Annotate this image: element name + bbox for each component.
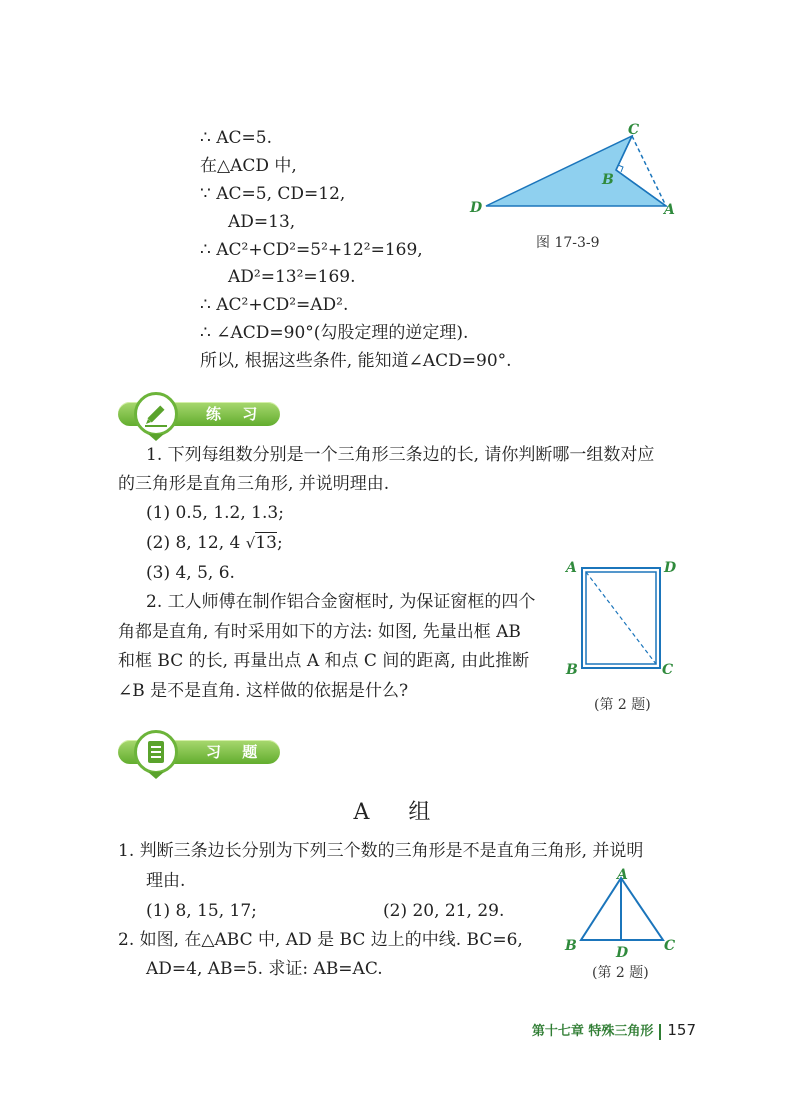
proof-line-1: ∴ AC=5. — [200, 128, 272, 148]
practice-q2-line3: 和框 BC 的长, 再量出点 A 和点 C 间的距离, 由此推断 — [118, 651, 530, 671]
triangle-acd-shape — [486, 136, 666, 206]
practice-q1-option2: (2) 8, 12, 4 √13; — [146, 533, 283, 553]
exercise-2-line1: 2. 如图, 在△ABC 中, AD 是 BC 边上的中线. BC=6, — [118, 930, 523, 950]
proof-line-3: ∵ AC=5, CD=12, — [200, 184, 346, 204]
chapter-title: 第十七章 特殊三角形 — [531, 1024, 654, 1039]
exercise-2-line2: AD=4, AB=5. 求证: AB=AC. — [146, 959, 383, 979]
label-b: B — [566, 662, 578, 678]
exercises-title: 习 题 — [206, 743, 266, 761]
label-a: A — [664, 202, 675, 218]
figure-caption: 图 17-3-9 — [536, 235, 600, 251]
practice-q1-option3: (3) 4, 5, 6. — [146, 563, 235, 583]
triangle-abc-figure — [560, 868, 686, 960]
proof-line-6: AD²=13²=169. — [228, 267, 356, 287]
window-frame-figure — [562, 558, 684, 680]
page-footer — [532, 1020, 696, 1040]
proof-line-4: AD=13, — [228, 212, 296, 232]
proof-line-9: 所以, 根据这些条件, 能知道∠ACD=90°. — [200, 351, 512, 371]
practice-q2-line1: 2. 工人师傅在制作铝合金窗框时, 为保证窗框的四个 — [146, 592, 536, 612]
exercises-banner — [118, 736, 280, 766]
figure-17-3-9 — [468, 122, 688, 222]
practice-q1-line2: 的三角形是直角三角形, 并说明理由. — [118, 474, 390, 494]
proof-line-7: ∴ AC²+CD²=AD². — [200, 295, 349, 315]
window-figure-caption: (第 2 题) — [594, 697, 651, 713]
label-a: A — [566, 560, 577, 576]
proof-line-8: ∴ ∠ACD=90°(勾股定理的逆定理). — [200, 323, 469, 343]
notebook-icon — [134, 730, 178, 774]
label-b: B — [565, 938, 577, 954]
label-b: B — [602, 172, 614, 188]
proof-line-2: 在△ACD 中, — [200, 156, 297, 176]
label-d: D — [470, 200, 483, 216]
exercise-1-line2: 理由. — [146, 871, 186, 891]
exercise-1-option1: (1) 8, 15, 17; — [146, 901, 257, 921]
label-d: D — [664, 560, 677, 576]
pencil-icon — [134, 392, 178, 436]
label-a: A — [617, 868, 628, 883]
label-d: D — [616, 945, 629, 960]
triangle-figure-caption: (第 2 题) — [592, 965, 649, 981]
practice-banner — [118, 398, 280, 428]
page-number: 157 — [667, 1021, 696, 1039]
practice-title: 练 习 — [206, 405, 266, 423]
label-c: C — [664, 938, 676, 954]
practice-q2-line2: 角都是直角, 有时采用如下的方法: 如图, 先量出框 AB — [118, 622, 521, 642]
exercise-1-line1: 1. 判断三条边长分别为下列三个数的三角形是不是直角三角形, 并说明 — [118, 841, 644, 861]
label-c: C — [628, 122, 640, 138]
exercise-1-option2: (2) 20, 21, 29. — [383, 901, 505, 921]
practice-q1-line1: 1. 下列每组数分别是一个三角形三条边的长, 请你判断哪一组数对应 — [146, 445, 655, 465]
proof-line-5: ∴ AC²+CD²=5²+12²=169, — [200, 240, 423, 260]
group-a-title: A 组 — [353, 800, 447, 825]
label-c: C — [662, 662, 674, 678]
practice-q2-line4: ∠B 是不是直角. 这样做的依据是什么? — [118, 681, 409, 701]
practice-q1-option1: (1) 0.5, 1.2, 1.3; — [146, 503, 284, 523]
